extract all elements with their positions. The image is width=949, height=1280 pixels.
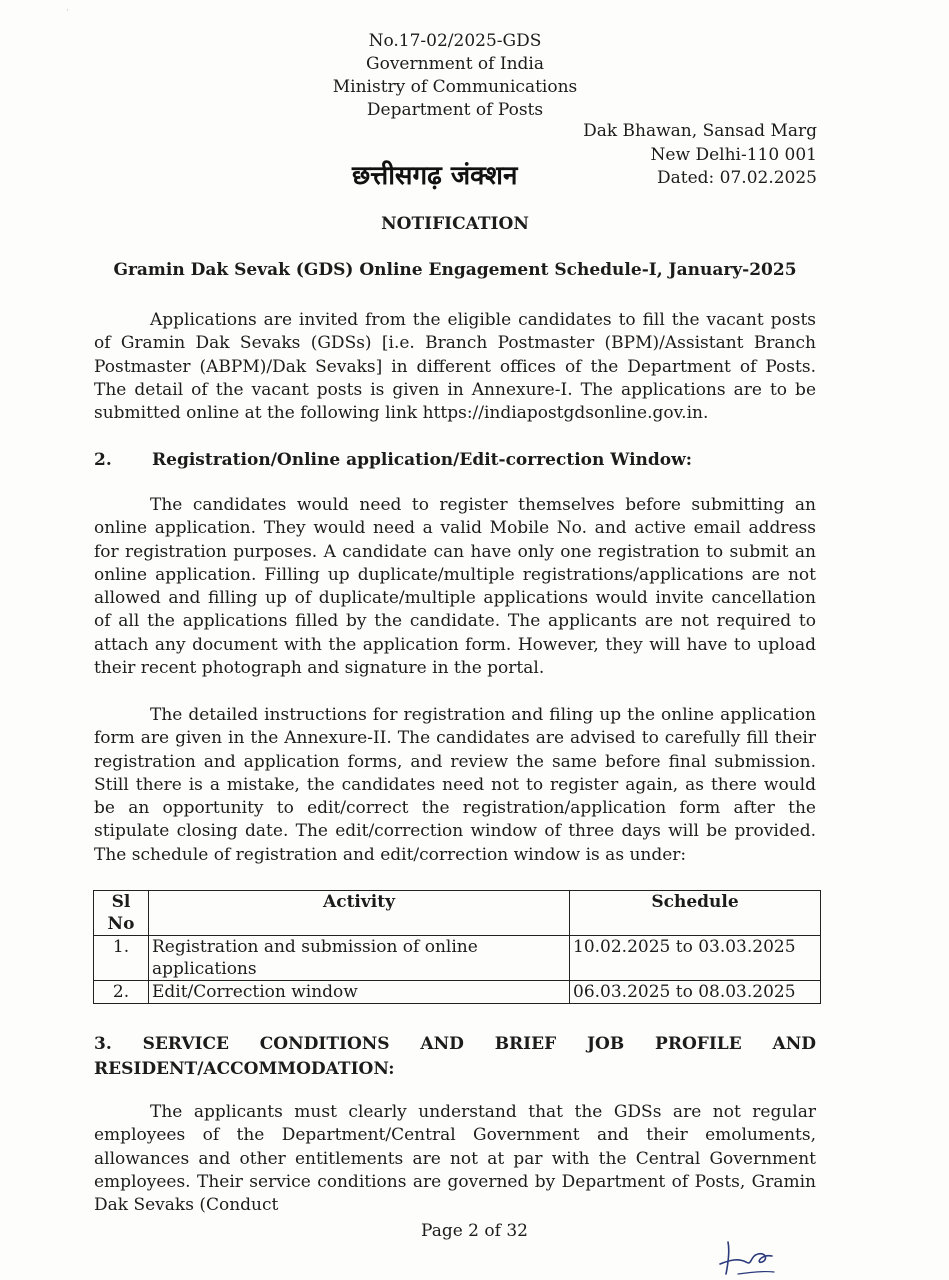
section-3-heading-line-2: RESIDENT/ACCOMMODATION: bbox=[94, 1059, 395, 1079]
row-schedule: 06.03.2025 to 08.03.2025 bbox=[570, 981, 821, 1004]
row-sl: 1. bbox=[94, 936, 149, 981]
section-3-word: SERVICE bbox=[142, 1034, 229, 1054]
government-line: Government of India bbox=[366, 54, 544, 74]
section-2-heading bbox=[94, 450, 816, 470]
section-3-number: 3. bbox=[94, 1034, 112, 1054]
row-schedule: 10.02.2025 to 03.03.2025 bbox=[570, 936, 821, 981]
address-line-1: Dak Bhawan, Sansad Marg bbox=[583, 121, 817, 141]
ministry-line: Ministry of Communications bbox=[332, 77, 578, 97]
scan-speck: · bbox=[66, 6, 69, 16]
section-3-word: PROFILE bbox=[655, 1034, 742, 1054]
intro-paragraph: Applications are invited from the eligible candidates to fill the vacant posts of Gramin Dak Sevaks (GDSs) [i.e. Branch Postmaster (BPM)/Assistant Branch Postmaster (ABPM)/Dak Sevaks] in different offices of the Department of Posts. The detail of the vacant posts is given in Annexure-I. The applications are to be submitted online at the following link https://indiapostgdsonline.gov.in. bbox=[94, 310, 816, 424]
handwritten-initials-signature bbox=[716, 1234, 786, 1280]
section-3-heading bbox=[94, 1032, 816, 1082]
department-line: Department of Posts bbox=[366, 100, 544, 120]
section-3-word: JOB bbox=[586, 1034, 625, 1054]
section-2-paragraph-2: The detailed instructions for registration and filing up the online application form are given in the Annexure-II. The candidates are advised to carefully fill their registration and application forms, and review the same before final submission. Still there is a mistake, the candidates need not to register again, as there would be an opportunity to edit/correct the registration/application form after the stipulate closing date. The edit/correction window of three days will be provided. The schedule of registration and edit/correction window is as under: bbox=[94, 705, 816, 865]
section-2-number: 2. bbox=[94, 450, 112, 470]
row-activity: Edit/Correction window bbox=[149, 981, 570, 1004]
row-activity: Registration and submission of online applications bbox=[149, 936, 570, 981]
date-line: Dated: 07.02.2025 bbox=[656, 168, 817, 188]
header-sl-no: Sl No bbox=[94, 891, 149, 936]
notification-title: NOTIFICATION bbox=[381, 214, 529, 234]
table-row bbox=[94, 981, 821, 1004]
section-3-word: AND bbox=[772, 1034, 816, 1054]
section-2-title: Registration/Online application/Edit-correction Window: bbox=[152, 450, 693, 470]
schedule-table bbox=[93, 890, 821, 1004]
page-number: Page 2 of 32 bbox=[421, 1221, 528, 1241]
section-3-word: AND bbox=[420, 1034, 464, 1054]
row-sl: 2. bbox=[94, 981, 149, 1004]
header-schedule: Schedule bbox=[570, 891, 821, 936]
address-line-2: New Delhi-110 001 bbox=[650, 145, 817, 165]
section-2-paragraph-1: The candidates would need to register themselves before submitting an online application. They would need a valid Mobile No. and active email address for registration purposes. A candidate can have only one registration to submit an online application. Filling up duplicate/multiple registrations/applications are not allowed and filling up of duplicate/multiple applications would invite cancellation of all the applications filled by the candidate. The applicants are not required to attach any document with the application form. However, they will have to upload their recent photograph and signature in the portal. bbox=[94, 495, 816, 679]
section-3-word: CONDITIONS bbox=[259, 1034, 390, 1054]
table-header-row bbox=[94, 891, 821, 936]
notification-subtitle: Gramin Dak Sevak (GDS) Online Engagement Schedule-I, January-2025 bbox=[113, 260, 797, 280]
header-activity: Activity bbox=[149, 891, 570, 936]
section-3-paragraph-1: The applicants must clearly understand that the GDSs are not regular employees of the Department/Central Government and their emoluments, allowances and other entitlements are not at par with the Central Government employees. Their service conditions are governed by Department of Posts, Gramin Dak Sevaks (Conduct bbox=[94, 1102, 816, 1216]
reference-number: No.17-02/2025-GDS bbox=[368, 31, 542, 51]
section-3-word: BRIEF bbox=[494, 1034, 557, 1054]
section-3-heading-line-1 bbox=[94, 1032, 816, 1057]
hindi-watermark-text: छत्तीसगढ़ जंक्शन bbox=[352, 161, 518, 191]
table-row bbox=[94, 936, 821, 981]
